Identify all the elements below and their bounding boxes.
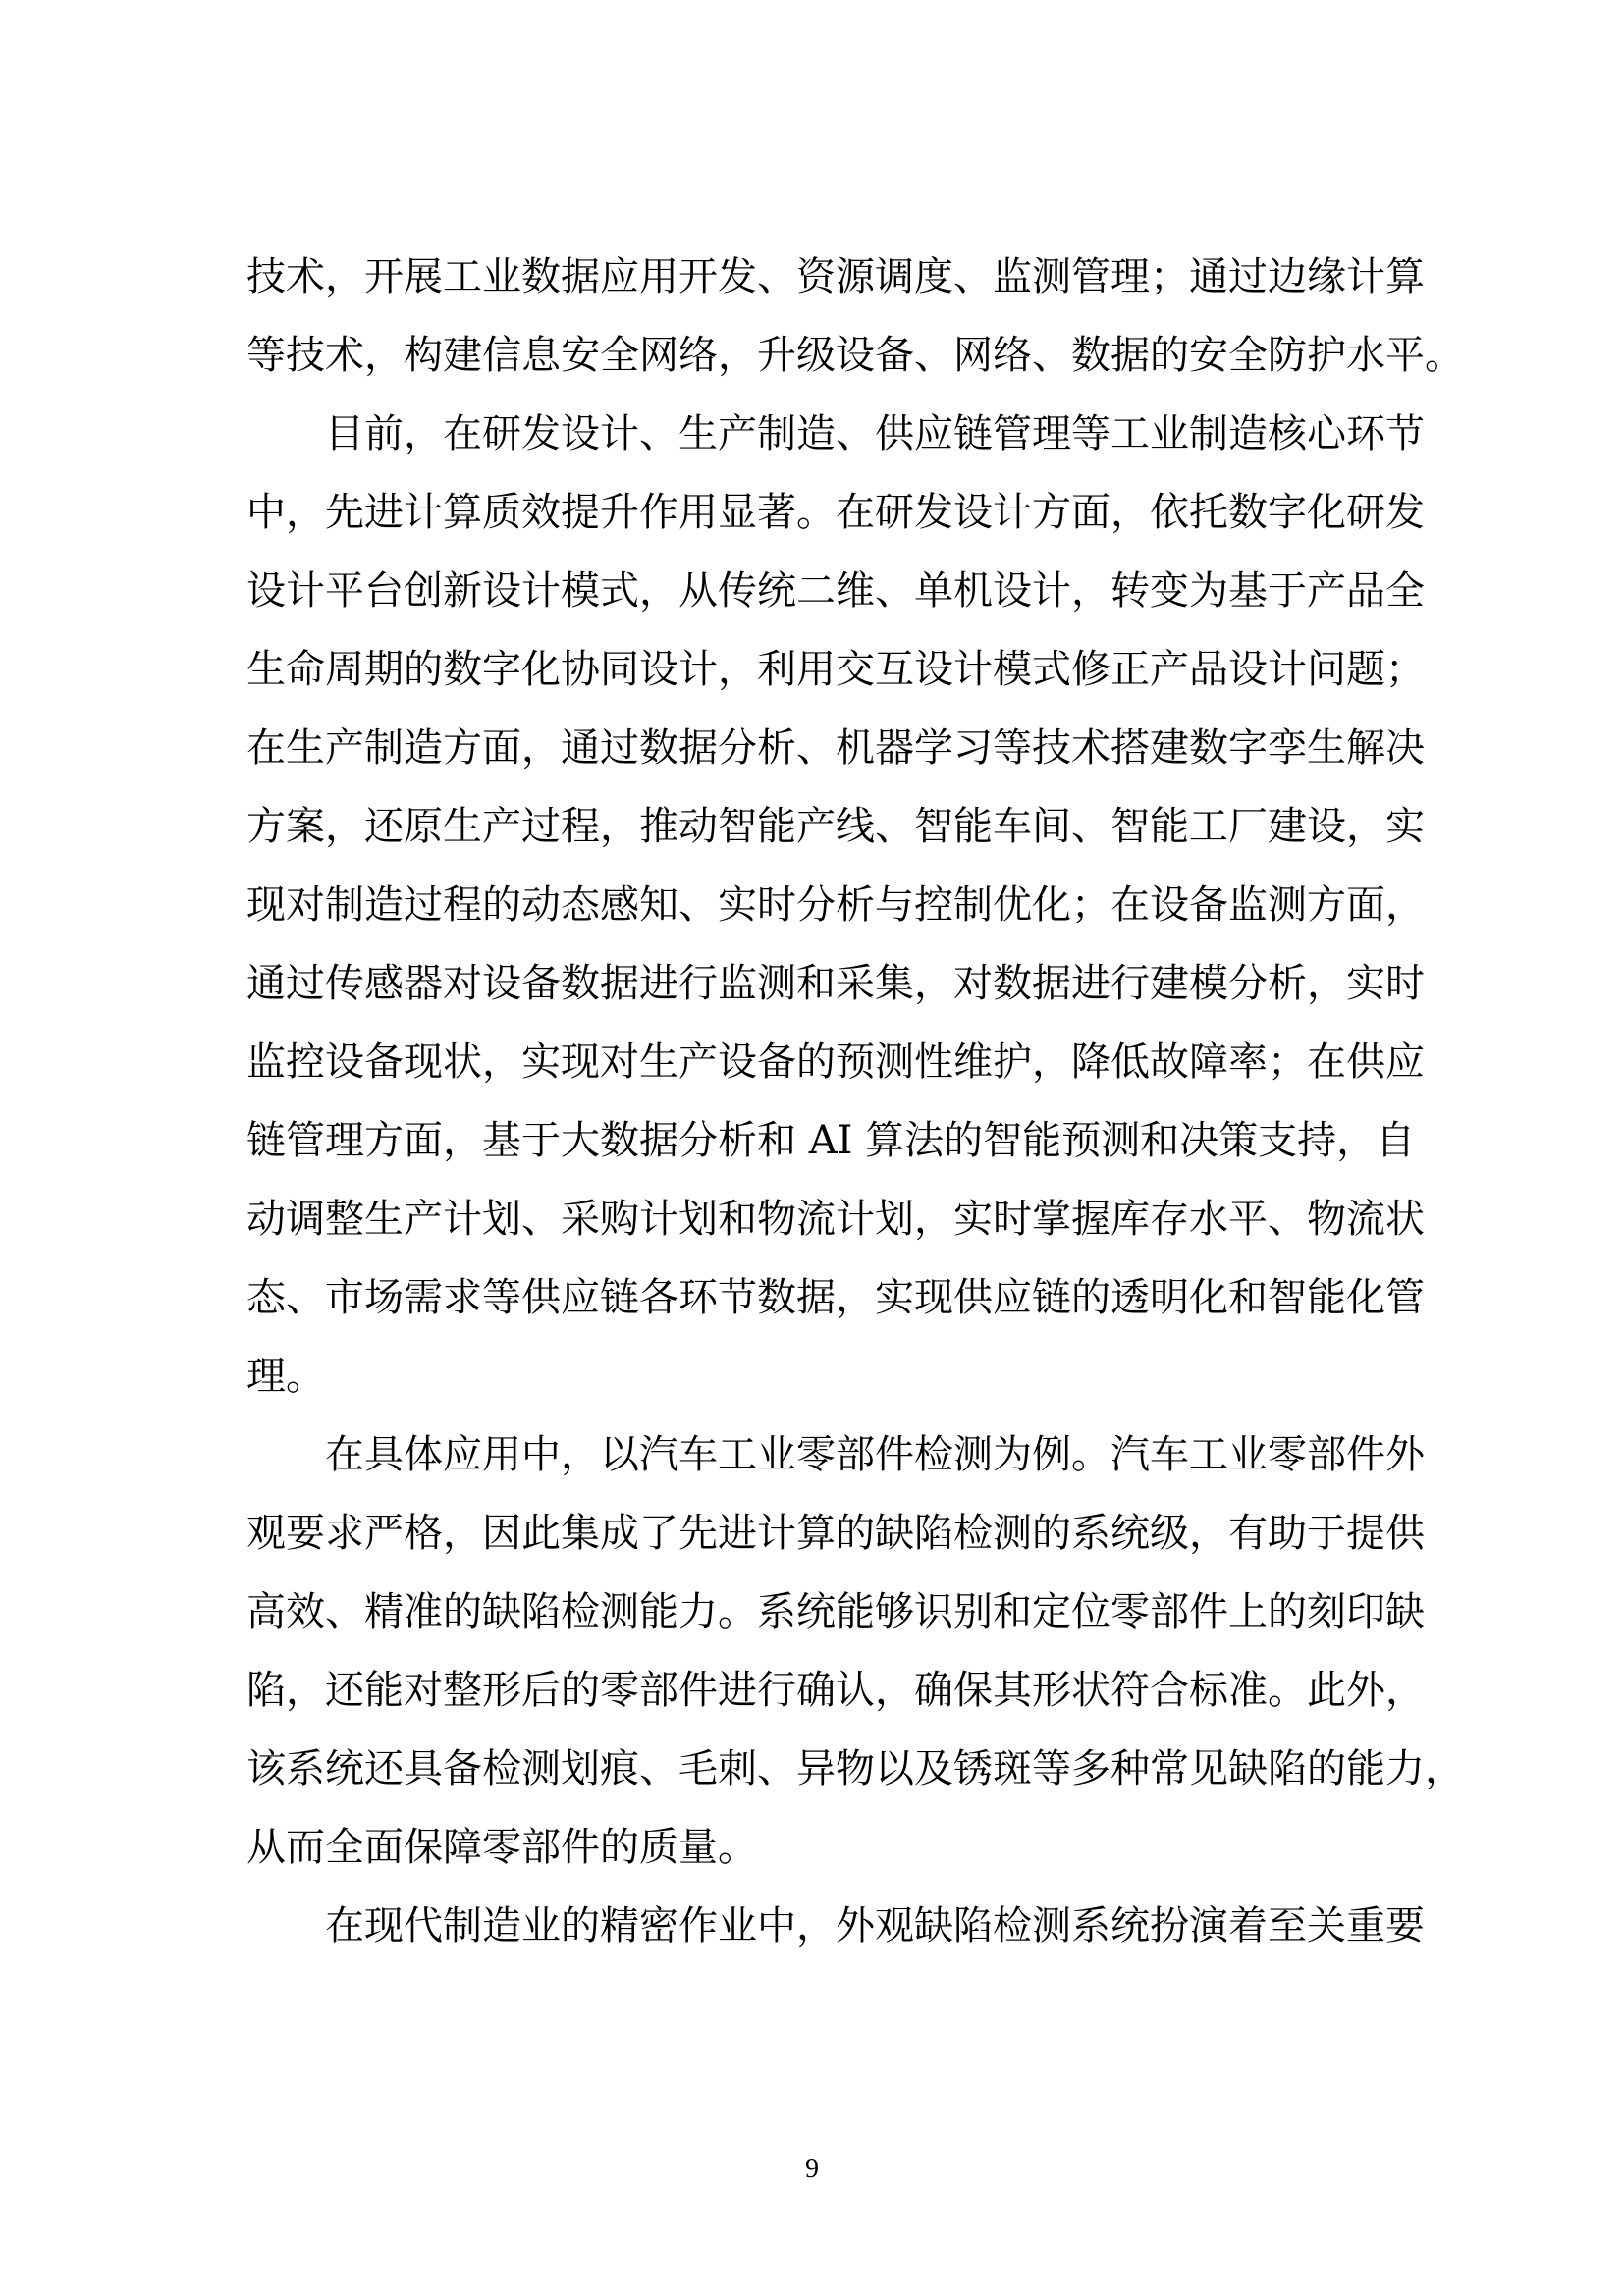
text-line: 该系统还具备检测划痕、毛刺、异物以及锈斑等多种常见缺陷的能力， [246, 1746, 1464, 1791]
text-line: 在生产制造方面，通过数据分析、机器学习等技术搭建数字孪生解决 [246, 725, 1425, 771]
body-text [246, 238, 1464, 1965]
text-line: 生命周期的数字化协同设计，利用交互设计模式修正产品设计问题； [246, 647, 1425, 692]
paragraph [246, 1887, 1425, 1965]
text-line: 中，先进计算质效提升作用显著。在研发设计方面，依托数字化研发 [246, 490, 1425, 535]
text-line: 态、市场需求等供应链各环节数据，实现供应链的透明化和智能化管 [246, 1275, 1425, 1320]
text-line: 陷，还能对整形后的零部件进行确认，确保其形状符合标准。此外， [246, 1668, 1425, 1713]
text-line: 动调整生产计划、采购计划和物流计划，实时掌握库存水平、物流状 [246, 1197, 1425, 1242]
page-number: 9 [805, 2154, 819, 2184]
text-line: 理。 [246, 1354, 325, 1399]
text-line: 高效、精准的缺陷检测能力。系统能够识别和定位零部件上的刻印缺 [246, 1589, 1425, 1634]
text-line: 链管理方面，基于大数据分析和 AI 算法的智能预测和决策支持，自 [246, 1118, 1416, 1163]
paragraph [246, 395, 1425, 1415]
text-line: 方案，还原生产过程，推动智能产线、智能车间、智能工厂建设，实 [246, 804, 1425, 849]
paragraph [246, 1415, 1464, 1887]
text-line: 等技术，构建信息安全网络，升级设备、网络、数据的安全防护水平。 [246, 333, 1464, 378]
text-line: 在现代制造业的精密作业中，外观缺陷检测系统扮演着至关重要 [325, 1903, 1425, 1949]
text-line: 从而全面保障零部件的质量。 [246, 1825, 757, 1870]
text-line: 观要求严格，因此集成了先进计算的缺陷检测的系统级，有助于提供 [246, 1511, 1425, 1556]
text-line: 监控设备现状，实现对生产设备的预测性维护，降低故障率；在供应 [246, 1040, 1425, 1085]
text-line: 现对制造过程的动态感知、实时分析与控制优化；在设备监测方面， [246, 882, 1425, 928]
text-line: 通过传感器对设备数据进行监测和采集，对数据进行建模分析，实时 [246, 961, 1425, 1006]
text-line: 技术，开展工业数据应用开发、资源调度、监测管理；通过边缘计算 [246, 254, 1425, 299]
text-line: 在具体应用中，以汽车工业零部件检测为例。汽车工业零部件外 [325, 1432, 1425, 1477]
paragraph [246, 238, 1464, 395]
text-line: 设计平台创新设计模式，从传统二维、单机设计，转变为基于产品全 [246, 568, 1425, 614]
text-line: 目前，在研发设计、生产制造、供应链管理等工业制造核心环节 [325, 411, 1425, 456]
